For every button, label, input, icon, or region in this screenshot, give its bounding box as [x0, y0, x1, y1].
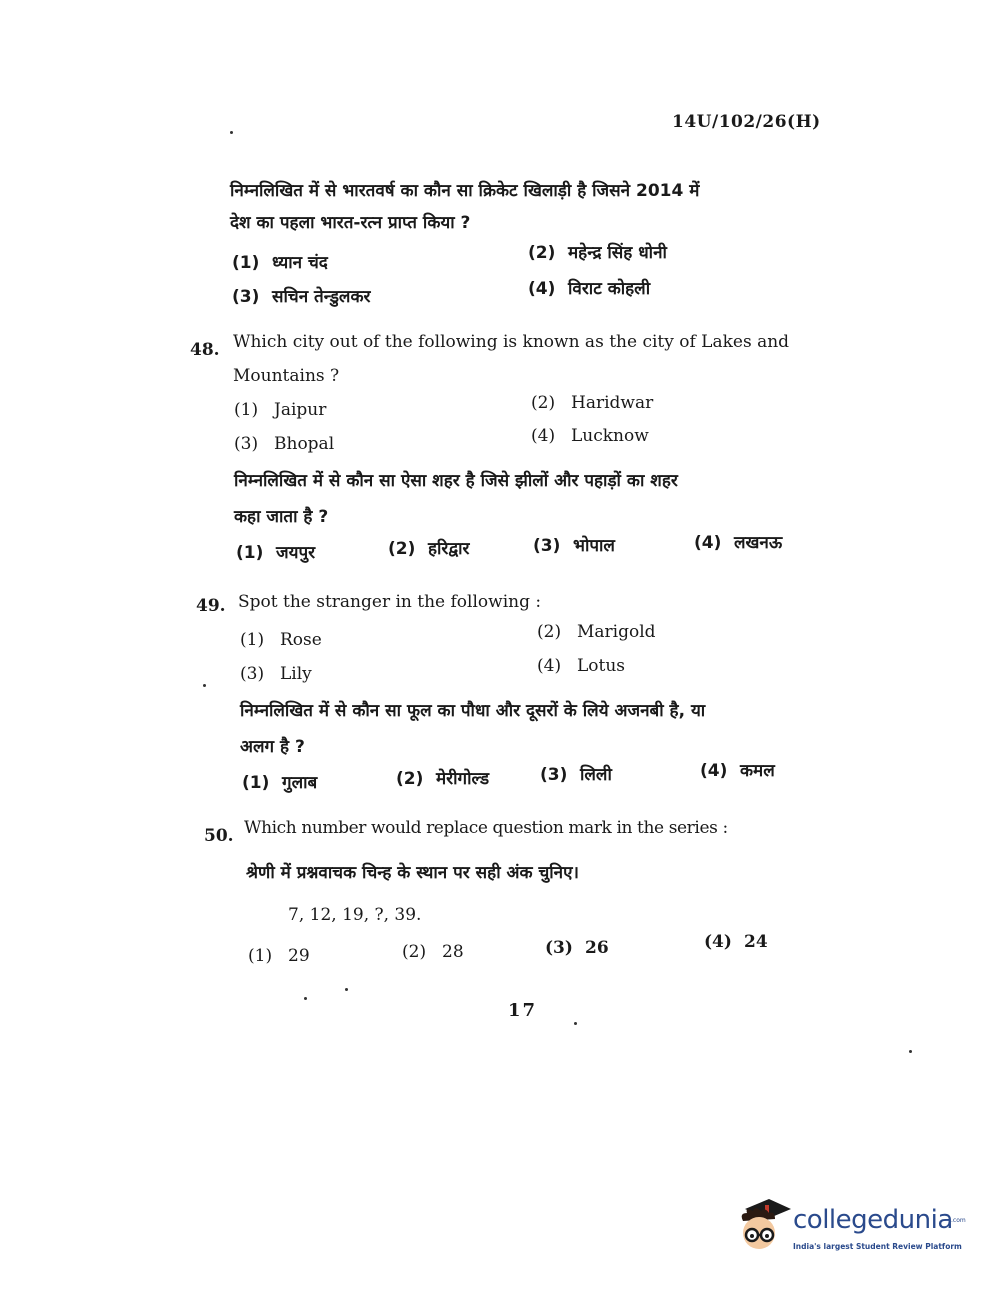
q47-option-1 — [232, 250, 328, 273]
q48-option-3 — [234, 434, 334, 454]
q49-option-4-text: Lotus — [577, 656, 626, 676]
scan-speck — [909, 1050, 912, 1053]
q48-option-4 — [531, 426, 649, 446]
q49-hindi-line1: निम्नलिखित में से कौन सा फूल का पौधा और दूसरों के लिये अजनबी है, या — [240, 701, 706, 721]
q49-hindi-option-3-text: लिली — [580, 765, 612, 785]
q49-hindi-option-3-num: (3) — [540, 765, 568, 785]
q49-hindi-option-4 — [700, 758, 775, 781]
q49-option-3-num: (3) — [240, 664, 265, 684]
q48-hindi-option-3 — [533, 533, 615, 556]
q48-hindi-option-4 — [694, 530, 782, 553]
q48-option-1 — [234, 400, 326, 420]
paper-code: 14U/102/26(H) — [672, 112, 821, 132]
scan-speck — [574, 1022, 577, 1025]
q50-option-3-text: 26 — [585, 938, 609, 958]
page-number: 17 — [508, 1000, 538, 1021]
q49-hindi-option-3 — [540, 762, 612, 785]
q49-hindi-option-2-num: (2) — [396, 769, 424, 789]
logo-domain-suffix: .com — [951, 1217, 966, 1224]
q48-hindi-option-3-num: (3) — [533, 536, 561, 556]
q50-option-2-num: (2) — [402, 942, 427, 962]
q48-option-2 — [531, 393, 653, 413]
q48-option-1-text: Jaipur — [274, 400, 327, 420]
logo-wordmark: collegedunia — [793, 1205, 953, 1235]
q50-option-3-num: (3) — [545, 938, 573, 958]
q50-english-line1: Which number would replace question mark in the series : — [244, 818, 728, 838]
scan-speck — [345, 988, 348, 991]
q48-option-4-text: Lucknow — [571, 426, 649, 446]
q49-option-2 — [537, 622, 656, 642]
q50-option-3 — [545, 938, 609, 958]
scan-speck — [304, 997, 307, 1000]
q47-option-2-text: महेन्द्र सिंह धोनी — [568, 243, 667, 263]
q48-option-2-num: (2) — [531, 393, 556, 413]
q49-hindi-option-2-text: मेरीगोल्ड — [436, 769, 490, 789]
q48-english-line2: Mountains ? — [233, 366, 340, 386]
q50-option-1-text: 29 — [288, 946, 310, 966]
q48-hindi-line1: निम्नलिखित में से कौन सा ऐसा शहर है जिसे झीलों और पहाड़ों का शहर — [234, 471, 678, 491]
q49-option-2-num: (2) — [537, 622, 562, 642]
q50-option-1 — [248, 946, 310, 966]
q47-option-4-text: विराट कोहली — [568, 279, 651, 299]
q50-option-2-text: 28 — [442, 942, 464, 962]
q47-option-1-num: (1) — [232, 253, 260, 273]
q48-number: 48. — [190, 340, 220, 360]
q47-option-3-num: (3) — [232, 287, 260, 307]
q47-hindi-line2: देश का पहला भारत-रत्न प्राप्त किया ? — [230, 213, 471, 233]
q47-hindi-line1: निम्नलिखित में से भारतवर्ष का कौन सा क्रिकेट खिलाड़ी है जिसने 2014 में — [230, 181, 700, 201]
q50-hindi-line1: श्रेणी में प्रश्नवाचक चिन्ह के स्थान पर सही अंक चुनिए। — [246, 863, 579, 883]
q50-option-4 — [704, 932, 768, 952]
q50-option-4-text: 24 — [744, 932, 768, 952]
q49-hindi-line2: अलग है ? — [240, 737, 305, 757]
q47-option-4 — [528, 276, 650, 299]
collegedunia-logo — [735, 1195, 965, 1265]
q49-hindi-option-1 — [242, 770, 317, 793]
q49-number: 49. — [196, 596, 226, 616]
q49-hindi-option-1-text: गुलाब — [282, 773, 318, 793]
q47-option-2 — [528, 240, 667, 263]
q48-hindi-option-2-num: (2) — [388, 539, 416, 559]
q49-hindi-option-1-num: (1) — [242, 773, 270, 793]
q48-option-3-num: (3) — [234, 434, 259, 454]
scan-speck — [230, 131, 233, 134]
q48-hindi-option-3-text: भोपाल — [573, 536, 615, 556]
q48-option-1-num: (1) — [234, 400, 259, 420]
q47-option-4-num: (4) — [528, 279, 556, 299]
logo-tagline: India's largest Student Review Platform — [793, 1242, 962, 1251]
q49-option-3-text: Lily — [280, 664, 312, 684]
q48-english-line1: Which city out of the following is known as the city of Lakes and — [233, 332, 790, 352]
q49-english-line1: Spot the stranger in the following : — [238, 592, 542, 612]
q50-number: 50. — [204, 826, 234, 846]
q47-option-2-num: (2) — [528, 243, 556, 263]
mascot-icon — [735, 1195, 793, 1259]
q47-option-3 — [232, 284, 370, 307]
q47-option-3-text: सचिन तेन्डुलकर — [272, 287, 371, 307]
q49-hindi-option-2 — [396, 766, 489, 789]
q48-hindi-option-2-text: हरिद्वार — [428, 539, 470, 559]
q48-hindi-option-1-text: जयपुर — [276, 543, 316, 563]
q50-option-2 — [402, 942, 464, 962]
q48-hindi-line2: कहा जाता है ? — [234, 507, 329, 527]
q49-option-3 — [240, 664, 312, 684]
q48-option-4-num: (4) — [531, 426, 556, 446]
q49-hindi-option-4-num: (4) — [700, 761, 728, 781]
q48-option-2-text: Haridwar — [571, 393, 654, 413]
q49-option-4 — [537, 656, 625, 676]
q48-hindi-option-4-num: (4) — [694, 533, 722, 553]
q49-option-2-text: Marigold — [577, 622, 656, 642]
q49-hindi-option-4-text: कमल — [740, 761, 775, 781]
q48-hindi-option-2 — [388, 536, 470, 559]
q48-hindi-option-1-num: (1) — [236, 543, 264, 563]
q49-option-1-num: (1) — [240, 630, 265, 650]
scan-speck — [203, 684, 206, 687]
q49-option-1-text: Rose — [280, 630, 322, 650]
q48-option-3-text: Bhopal — [274, 434, 335, 454]
q50-option-1-num: (1) — [248, 946, 273, 966]
q50-option-4-num: (4) — [704, 932, 732, 952]
q47-option-1-text: ध्यान चंद — [272, 253, 328, 273]
q48-hindi-option-1 — [236, 540, 315, 563]
q49-option-1 — [240, 630, 322, 650]
q48-hindi-option-4-text: लखनऊ — [734, 533, 783, 553]
q49-option-4-num: (4) — [537, 656, 562, 676]
q50-series: 7, 12, 19, ?, 39. — [288, 905, 422, 925]
